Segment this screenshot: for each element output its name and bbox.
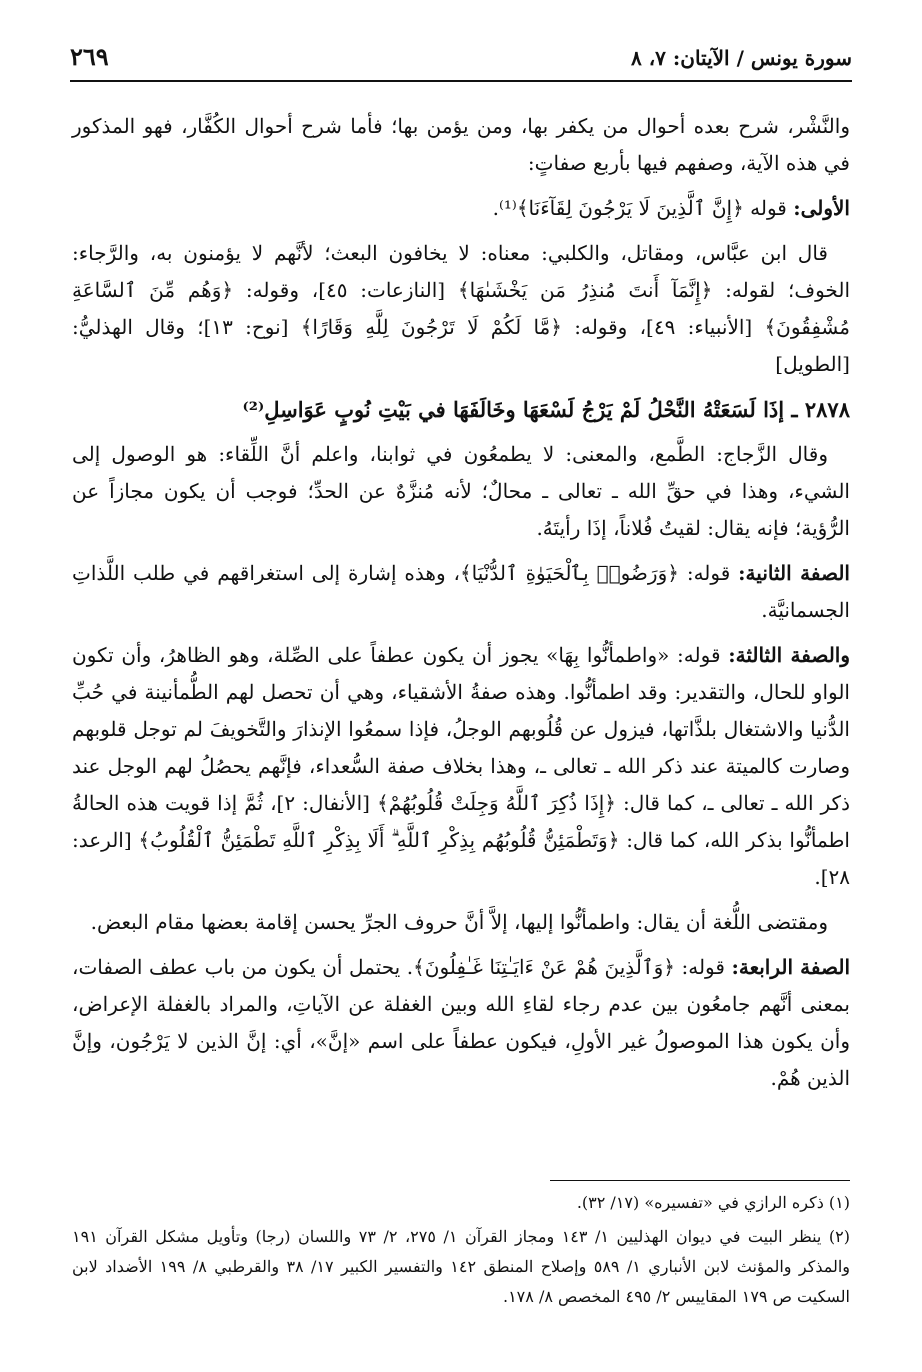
- second-attribute-text: قوله: ﴿وَرَضُوا۟ بِٱلْحَيَوٰةِ ٱلدُّنْيَا﴾، وهذه إشارة إلى استغراقهم في طلب اللَّذاتِ الجسمانيَّة.: [72, 561, 850, 622]
- second-attribute-label: الصفة الثانية:: [738, 561, 850, 585]
- paragraph-intro: والنَّشْر، شرح بعده أحوال من يكفر بها، ومن يؤمن بها؛ فأما شرح أحوال الكُفَّار، فهو المذكور في هذه الآية، وصفهم فيها بأربع صفاتٍ:: [72, 114, 850, 175]
- paragraph-language-note: ومقتضى اللُّغة أن يقال: واطمأنُّوا إليها، إلاَّ أنَّ حروف الجرِّ يحسن إقامة بعضها مقام البعض.: [90, 910, 828, 934]
- third-attribute-text: قوله: «واطمأنُّوا بِهَا» يجوز أن يكون عطفاً على الصِّلة، وهو الظاهرُ، وأن تكون الواو للحال، والتقدير: وقد اطمأنُّوا. وهذه صفةُ الأشقياء، وهي أن تحصل لهم الطُّمأنينة في حُبِّ الدُّنيا والاشتغال بلذَّاتها، فيزول عن قُلُوبهم الوجلُ، فإذا سمعُوا الإنذارَ والتَّخويفَ لم توجل قلوبهم وصارت كالميتة عند ذكر الله ـ تعالى ـ، وهذا بخلاف صفة السُّعداء، فإنَّهم يحصُلُ لهم الوجل عند ذكر الله ـ تعالى ـ، كما قال: ﴿إِذَا ذُكِرَ ٱللَّهُ وَجِلَتْ قُلُوبُهُمْ﴾ [الأنفال: ٢]، ثُمَّ إذا قويت هذه الحالةُ اطمأنُّوا بذكر الله، كما قال: ﴿وَتَطْمَئِنُّ قُلُوبُهُم بِذِكْرِ ٱللَّهِ ۗ أَلَا بِذِكْرِ ٱللَّهِ تَطْمَئِنُّ ٱلْقُلُوبُ﴾ [الرعد: ٢٨].: [72, 643, 850, 889]
- third-attribute-label: والصفة الثالثة:: [728, 643, 851, 667]
- footnote-1: (١) ذكره الرازي في «تفسيره» (١٧/ ٣٢).: [576, 1193, 850, 1212]
- main-text: [72, 108, 850, 1105]
- paragraph-second-attribute: [72, 555, 850, 629]
- paragraph-first-attribute: [72, 190, 850, 227]
- surah-title: سورة يونس / الآيتان: ٧، ٨: [631, 46, 852, 70]
- paragraph-zajjaj: وقال الزَّجاج: الطَّمع، والمعنى: لا يطمعُون في ثوابنا، واعلم أنَّ اللِّقاء: هو الوصول إلى الشيء، وهذا في حقِّ الله ـ تعالى ـ محالٌ؛ لأنه مُنزَّهٌ عن الحدِّ؛ فوجب أن يكون مجازاً عن الرُّؤية؛ فإنه يقال: لقيتُ فُلاناً، إذَا رأيتَهُ.: [72, 442, 850, 540]
- paragraph-third-attribute: [72, 637, 850, 896]
- fourth-attribute-label: الصفة الرابعة:: [731, 955, 851, 979]
- page-number: ٢٦٩: [70, 42, 109, 71]
- footnotes: [72, 1188, 850, 1316]
- paragraph-commentary: قال ابن عبَّاس، ومقاتل، والكلبي: معناه: لا يخافون البعث؛ لأنَّهم لا يؤمنون به، والرَّجاء: الخوف؛ لقوله: ﴿إِنَّمَآ أَنتَ مُنذِرُ مَن يَخْشَىٰهَا﴾ [النازعات: ٤٥]، وقوله: ﴿وَهُم مِّنَ ٱلسَّاعَةِ مُشْفِقُونَ﴾ [الأنبياء: ٤٩]، وقوله: ﴿مَّا لَكُمْ لَا تَرْجُونَ لِلَّهِ وَقَارًا﴾ [نوح: ١٣]؛ وقال الهذليُّ: [الطويل]: [72, 241, 850, 376]
- poetry-verse: ٢٨٧٨ ـ إذَا لَسَعَتْهُ النَّحْلُ لَمْ يَرْجُ لَسْعَهَا وخَالَفَهَا في بَيْتِ نُوبٍ عَوَاسِلِ⁽²⁾: [242, 397, 850, 422]
- running-header: [70, 40, 852, 82]
- first-attribute-label: الأولى:: [793, 196, 850, 220]
- paragraph-fourth-attribute: [72, 949, 850, 1097]
- footnote-2: (٢) ينظر البيت في ديوان الهذليين ١/ ١٤٣ ومجاز القرآن ١/ ٢٧٥، ٢/ ٧٣ واللسان (رجا) وتأويل مشكل القرآن ١٩١ والمذكر والمؤنث لابن الأنباري ١/ ٥٨٩ وإصلاح المنطق ١٤٢ والتفسير الكبير ١٧/ ٣٨ والقرطبي ٨/ ١٩٩ الأضداد لابن السكيت ص ١٧٩ المقاييس ٢/ ٤٩٥ المخصص ٨/ ١٧٨.: [72, 1227, 851, 1306]
- fourth-attribute-text: قوله: ﴿وَٱلَّذِينَ هُمْ عَنْ ءَايَـٰتِنَا غَـٰفِلُونَ﴾. يحتمل أن يكون من باب عطف الصفات، بمعنى أنَّهم جامعُون بين عدم رجاء لقاءِ الله وبين الغفلة عن الآياتِ، والمراد بالغفلة الإعراض، وأن يكون هذا الموصولُ غير الأولِ، فيكون عطفاً على اسم «إنَّ»، أي: إنَّ الذين لا يَرْجُون، وإنَّ الذين هُمْ.: [72, 955, 850, 1090]
- first-attribute-text: قوله ﴿إِنَّ ٱلَّذِينَ لَا يَرْجُونَ لِقَآءَنَا﴾⁽¹⁾.: [492, 196, 787, 220]
- footnote-divider: [550, 1180, 850, 1181]
